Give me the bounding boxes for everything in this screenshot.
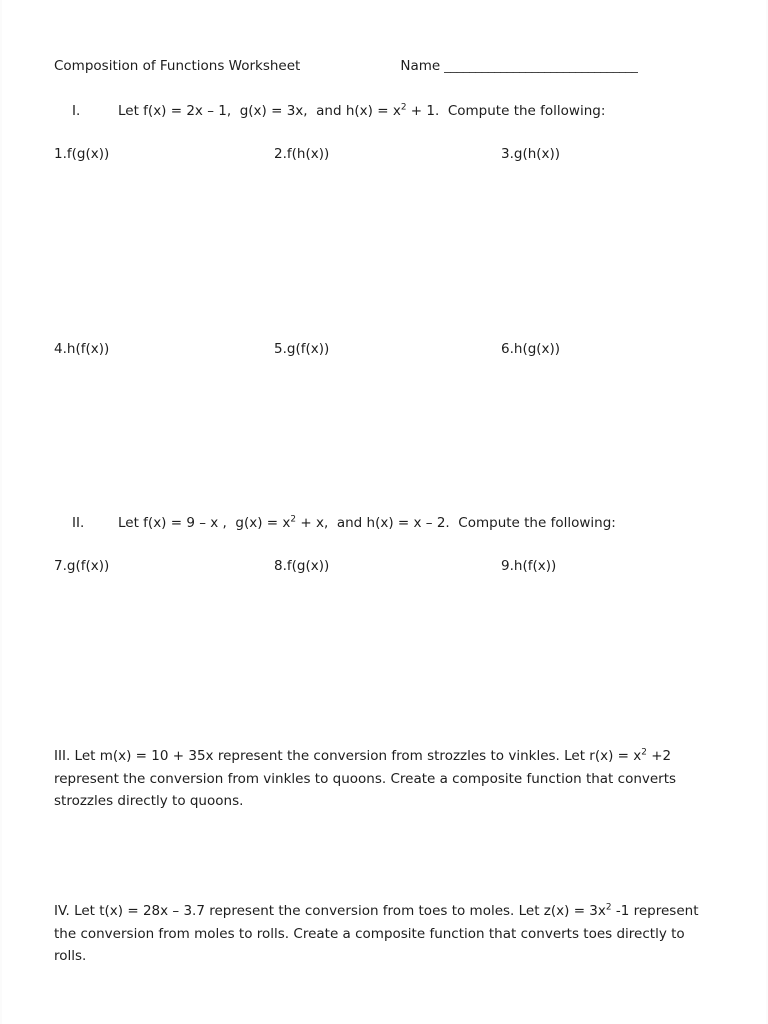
page-title: Composition of Functions Worksheet	[54, 58, 301, 74]
problem-3-expression: g(h(x))	[513, 146, 561, 162]
name-field-group	[400, 58, 638, 74]
section-iv-text-part-a: Let t(x) = 28x – 3.7 represent the conversion from toes to moles. Let z(x) = 3x	[69, 903, 606, 919]
problem-9-expression: h(f(x))	[513, 558, 557, 574]
problem-3	[501, 146, 560, 162]
section-i-text-prefix: Let f(x) = 2x – 1, g(x) = 3x, and h(x) = x	[118, 103, 401, 119]
section-i-exponent: 2	[400, 102, 407, 113]
section-iv-exponent: 2	[605, 902, 612, 913]
problem-1-number: 1.	[54, 146, 67, 162]
problem-row-3	[0, 558, 768, 580]
section-i-directions	[72, 103, 605, 119]
section-ii-text-prefix: Let f(x) = 9 – x , g(x) = x	[118, 515, 291, 531]
section-ii-numeral: II.	[72, 515, 85, 531]
problem-7	[54, 558, 109, 574]
problem-7-expression: g(f(x))	[66, 558, 110, 574]
section-i-text-suffix: + 1. Compute the following:	[406, 103, 606, 119]
section-ii-directions	[72, 515, 616, 531]
section-i-text	[118, 103, 605, 119]
problem-8-expression: f(g(x))	[286, 558, 330, 574]
problem-1-expression: f(g(x))	[66, 146, 110, 162]
worksheet-header	[54, 58, 714, 74]
problem-2-expression: f(h(x))	[286, 146, 330, 162]
problem-4-number: 4.	[54, 341, 67, 357]
section-ii-exponent: 2	[290, 514, 297, 525]
problem-5-expression: g(f(x))	[286, 341, 330, 357]
section-iii-text-part-b: +2 represent the conversion from vinkles to quoons. Create a composite function that converts strozzles directly to quoons.	[54, 748, 677, 809]
problem-4-expression: h(f(x))	[66, 341, 110, 357]
problem-2-number: 2.	[274, 146, 287, 162]
section-i-numeral: I.	[72, 103, 81, 119]
problem-3-number: 3.	[501, 146, 514, 162]
problem-6	[501, 341, 560, 357]
section-ii-text	[118, 515, 616, 531]
problem-4	[54, 341, 109, 357]
section-iv-numeral: IV.	[54, 903, 70, 919]
problem-2	[274, 146, 329, 162]
section-ii-text-suffix: + x, and h(x) = x – 2. Compute the following:	[296, 515, 616, 531]
problem-8	[274, 558, 329, 574]
problem-9	[501, 558, 556, 574]
problem-5-number: 5.	[274, 341, 287, 357]
problem-1	[54, 146, 109, 162]
section-iii-numeral: III.	[54, 748, 71, 764]
name-input-blank[interactable]: _______________________________	[444, 58, 638, 74]
problem-5	[274, 341, 329, 357]
problem-6-expression: h(g(x))	[513, 341, 561, 357]
section-iv-text-part-b: -1 represent the conversion from moles to rolls. Create a composite function that converts toes directly to rolls.	[54, 903, 699, 964]
name-label: Name	[400, 58, 441, 74]
problem-row-1	[0, 146, 768, 168]
problem-row-2	[0, 341, 768, 363]
problem-8-number: 8.	[274, 558, 287, 574]
section-iii-word-problem	[54, 745, 720, 813]
problem-9-number: 9.	[501, 558, 514, 574]
section-iii-exponent: 2	[641, 747, 647, 758]
problem-7-number: 7.	[54, 558, 67, 574]
section-iii-text-part-a: Let m(x) = 10 + 35x represent the conversion from strozzles to vinkles. Let r(x) = x	[70, 748, 642, 764]
problem-6-number: 6.	[501, 341, 514, 357]
section-iv-word-problem	[54, 900, 720, 968]
